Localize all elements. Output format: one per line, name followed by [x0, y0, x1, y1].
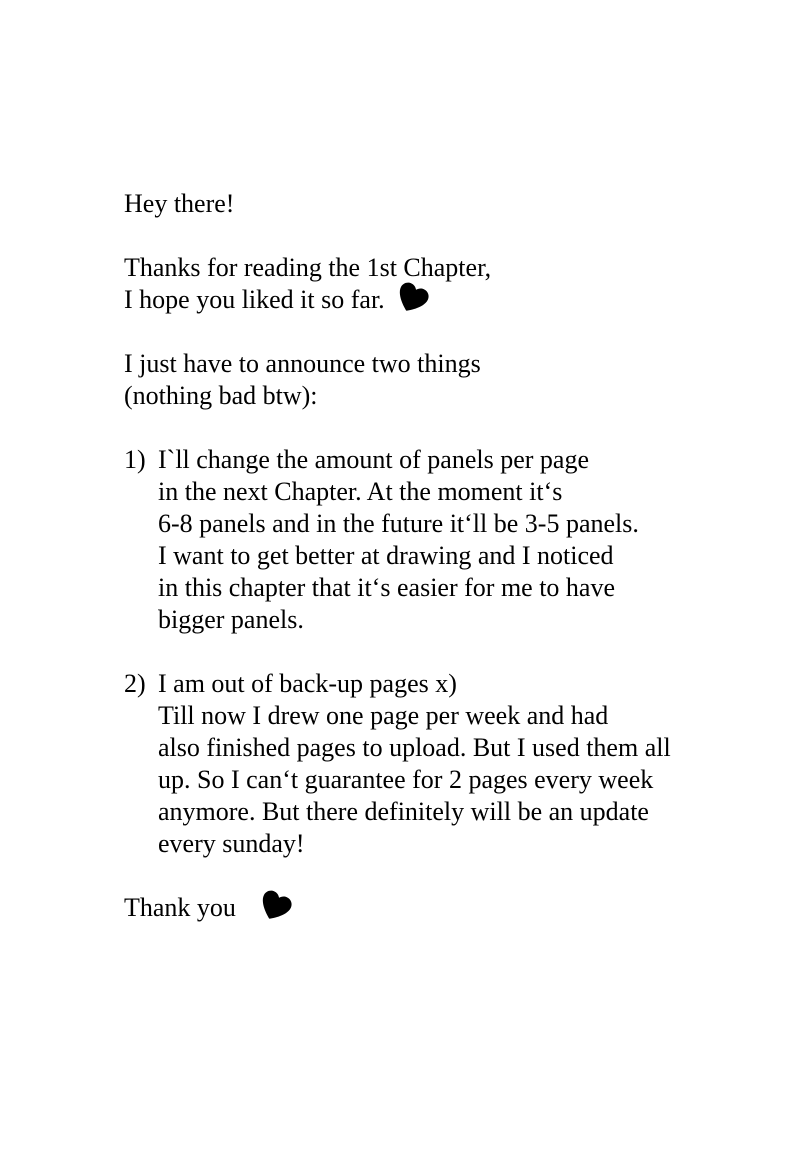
announce-line-1: I just have to announce two things: [124, 349, 481, 378]
heart-icon: [392, 280, 431, 317]
item-2-number: 2): [124, 669, 146, 698]
item-1-number: 1): [124, 445, 146, 474]
intro-paragraph: [124, 252, 740, 316]
item-1-line-2: in the next Chapter. At the moment it‘s: [158, 477, 563, 506]
item-1-line-6: bigger panels.: [158, 605, 304, 634]
item-2-line-2: Till now I drew one page per week and had: [158, 701, 609, 730]
announce-line-2: (nothing bad btw):: [124, 381, 318, 410]
item-2-line-3: also finished pages to upload. But I used them all: [158, 733, 671, 762]
item-2-line-5: anymore. But there definitely will be an update: [158, 797, 649, 826]
item-2-lines: [158, 668, 740, 860]
closing-text: Thank you: [124, 893, 236, 922]
item-2-line-4: up. So I can‘t guarantee for 2 pages every week: [158, 765, 654, 794]
item-2-line-1: I am out of back-up pages x): [158, 669, 457, 698]
item-1-lines: [158, 444, 740, 636]
intro-line-1: Thanks for reading the 1st Chapter,: [124, 253, 492, 282]
item-1-line-4: I want to get better at drawing and I noticed: [158, 541, 614, 570]
item-1-line-3: 6-8 panels and in the future it‘ll be 3-5 panels.: [158, 509, 639, 538]
announcement-item-1: [124, 444, 740, 636]
item-1-line-1: I`ll change the amount of panels per page: [158, 445, 589, 474]
heart-icon: [256, 888, 295, 925]
intro-line-2-text: I hope you liked it so far.: [124, 285, 385, 314]
item-1-line-5: in this chapter that it‘s easier for me to have: [158, 573, 616, 602]
closing-line: [124, 892, 740, 924]
item-2-line-6: every sunday!: [158, 829, 305, 858]
announcement-item-2: [124, 668, 740, 860]
greeting-text: Hey there!: [124, 189, 235, 218]
announcement-paragraph: [124, 348, 740, 412]
greeting: [124, 188, 740, 220]
intro-line-2: [124, 284, 740, 316]
